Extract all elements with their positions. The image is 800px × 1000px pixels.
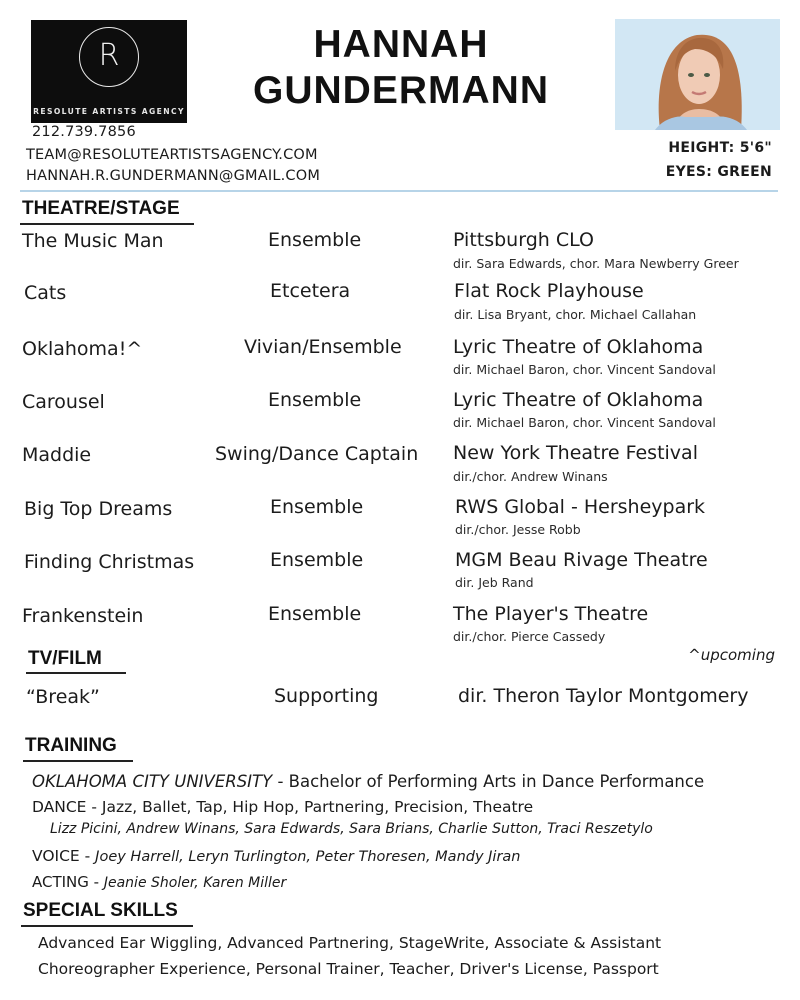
headshot-photo — [615, 19, 780, 130]
credit-venue: Lyric Theatre of Oklahoma — [453, 336, 704, 358]
section-heading-skills: SPECIAL SKILLS — [23, 900, 178, 921]
credit-directors: dir. Michael Baron, chor. Vincent Sandoval — [453, 415, 716, 430]
tvfilm-heading-underline — [26, 672, 126, 674]
credit-role: Ensemble — [268, 603, 362, 625]
theatre-heading-underline — [20, 223, 194, 225]
upcoming-footnote: ^upcoming — [688, 646, 775, 664]
height-stat: HEIGHT: 5'6" — [668, 140, 772, 156]
credit-show: Finding Christmas — [24, 551, 195, 573]
credit-directors: dir. Jeb Rand — [455, 575, 534, 590]
credit-directors: dir./chor. Andrew Winans — [453, 469, 608, 484]
header-divider — [20, 190, 778, 192]
credit-show: The Music Man — [22, 230, 164, 252]
credit-venue: Lyric Theatre of Oklahoma — [453, 389, 704, 411]
credit-show: Cats — [24, 282, 67, 304]
training-heading-underline — [23, 760, 133, 762]
eyes-stat: EYES: GREEN — [665, 164, 772, 180]
credit-show: Carousel — [22, 391, 105, 413]
credit-show: Oklahoma!^ — [22, 338, 143, 360]
training-school: OKLAHOMA CITY UNIVERSITY — [32, 772, 273, 791]
credit-venue: RWS Global - Hersheypark — [455, 496, 706, 518]
credit-show: Big Top Dreams — [24, 498, 173, 520]
section-heading-theatre: THEATRE/STAGE — [22, 198, 180, 219]
film-director: dir. Theron Taylor Montgomery — [458, 685, 749, 707]
section-heading-training: TRAINING — [25, 735, 117, 756]
credit-directors: dir. Michael Baron, chor. Vincent Sandoval — [453, 362, 716, 377]
credit-role: Vivian/Ensemble — [244, 336, 402, 358]
training-voice-label: VOICE - — [32, 847, 96, 865]
credit-directors: dir. Sara Edwards, chor. Mara Newberry Greer — [453, 256, 739, 271]
credit-directors: dir./chor. Pierce Cassedy — [453, 629, 606, 644]
credit-directors: dir./chor. Jesse Robb — [455, 522, 581, 537]
training-degree-line — [32, 772, 704, 791]
training-dance: DANCE - Jazz, Ballet, Tap, Hip Hop, Partnering, Precision, Theatre — [32, 798, 534, 816]
credit-role: Ensemble — [268, 229, 362, 251]
agency-logo — [31, 20, 187, 123]
agency-name: RESOLUTE ARTISTS AGENCY — [33, 107, 185, 116]
training-degree: - Bachelor of Performing Arts in Dance Performance — [272, 772, 705, 791]
training-acting-line — [32, 873, 286, 891]
credit-role: Ensemble — [268, 389, 362, 411]
personal-email[interactable]: HANNAH.R.GUNDERMANN@GMAIL.COM — [26, 168, 321, 184]
agency-logo-mark: R — [79, 27, 139, 87]
training-voice-line — [32, 847, 521, 865]
performer-name — [226, 22, 576, 114]
training-voice-teachers: Joey Harrell, Leryn Turlington, Peter Thoresen, Mandy Jiran — [95, 849, 521, 865]
credit-venue: Flat Rock Playhouse — [454, 280, 644, 302]
agency-email[interactable]: TEAM@RESOLUTEARTISTSAGENCY.COM — [26, 147, 318, 163]
credit-venue: New York Theatre Festival — [453, 442, 698, 464]
credit-role: Ensemble — [270, 549, 364, 571]
film-role: Supporting — [274, 685, 379, 707]
film-title: “Break” — [26, 686, 100, 708]
skills-heading-underline — [21, 925, 193, 927]
credit-show: Maddie — [22, 444, 92, 466]
credit-venue: Pittsburgh CLO — [453, 229, 594, 251]
training-acting-label: ACTING - — [32, 873, 104, 891]
section-heading-tvfilm: TV/FILM — [28, 648, 102, 669]
training-acting-teachers: Jeanie Sholer, Karen Miller — [103, 875, 287, 891]
name-last: GUNDERMANN — [253, 69, 549, 112]
training-dance-teachers: Lizz Picini, Andrew Winans, Sara Edwards, Sara Brians, Charlie Sutton, Traci Reszetylo — [50, 821, 653, 837]
credit-role: Etcetera — [270, 280, 351, 302]
credit-venue: The Player's Theatre — [453, 603, 649, 625]
credit-show: Frankenstein — [22, 605, 144, 627]
phone-number: 212.739.7856 — [32, 124, 136, 140]
credit-directors: dir. Lisa Bryant, chor. Michael Callahan — [454, 307, 697, 322]
skills-line-1: Advanced Ear Wiggling, Advanced Partnering, StageWrite, Associate & Assistant — [38, 934, 662, 952]
skills-line-2: Choreographer Experience, Personal Trainer, Teacher, Driver's License, Passport — [38, 960, 659, 978]
headshot-illustration — [615, 19, 780, 130]
credit-venue: MGM Beau Rivage Theatre — [455, 549, 708, 571]
credit-role: Ensemble — [270, 496, 364, 518]
name-first: HANNAH — [313, 23, 489, 66]
credit-role: Swing/Dance Captain — [215, 443, 419, 465]
